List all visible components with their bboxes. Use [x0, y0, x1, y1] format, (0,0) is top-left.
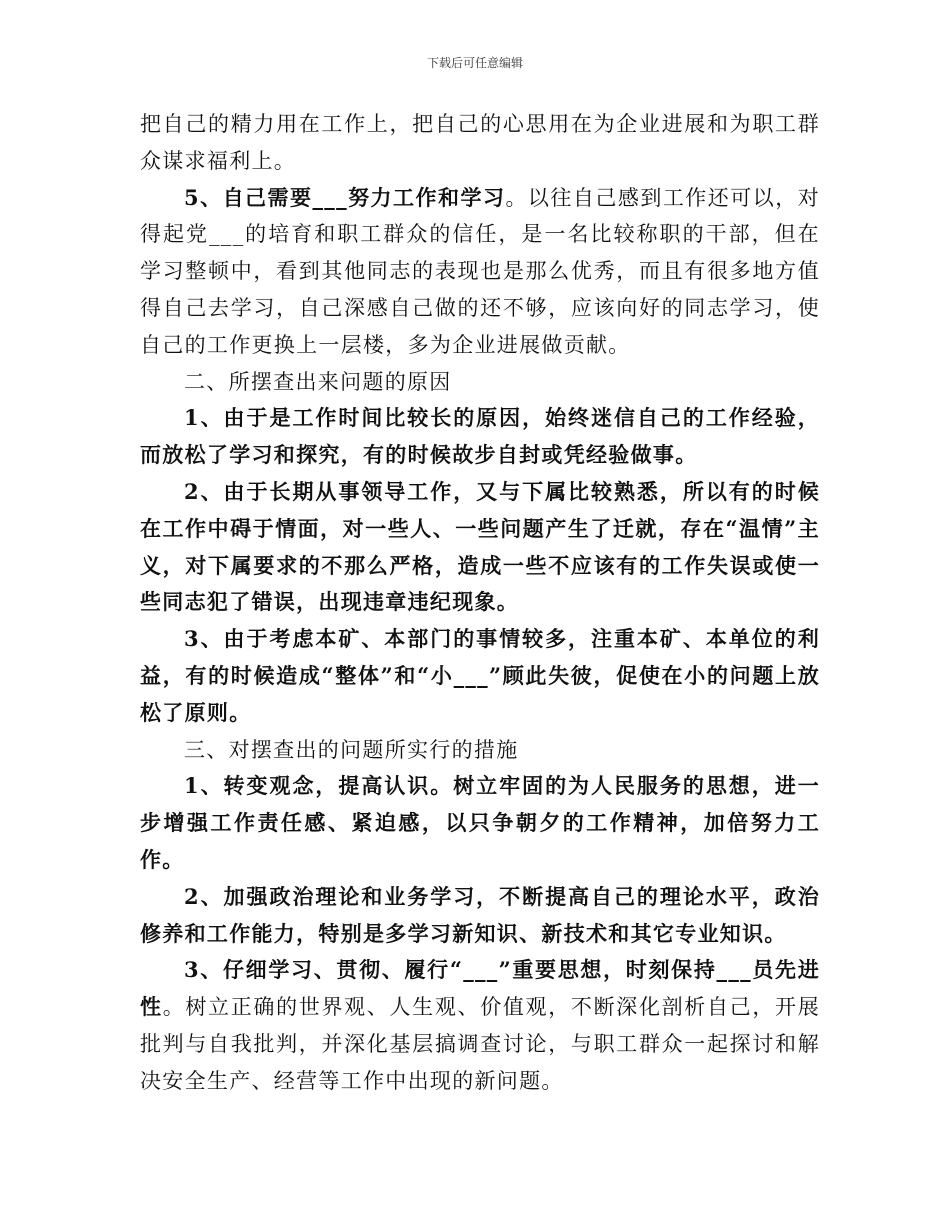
paragraph-continuation: 把自己的精力用在工作上，把自己的心思用在为企业进展和为职工群众谋求福利上。	[140, 112, 820, 173]
page-header: 下载后可任意编辑	[426, 56, 523, 70]
measure-3-body: 。树立正确的世界观、人生观、价值观，不断深化剖析自己，开展批判与自我批判，并深化基层搞调查讨论，与职工群众一起探讨和解决安全生产、经营等工作中出现的新问题。	[140, 995, 820, 1093]
paragraph-measure-1: 1、转变观念，提高认识。树立牢固的为人民服务的思想，进一步增强工作责任感、紧迫感，以只争朝夕的工作精神，加倍努力工作。	[140, 773, 820, 872]
section-heading-measures: 三、对摆查出的问题所实行的措施	[184, 737, 519, 762]
section-heading-causes: 二、所摆查出来问题的原因	[184, 369, 452, 394]
paragraph-point-5	[140, 180, 820, 364]
paragraph-measure-2: 2、加强政治理论和业务学习，不断提高自己的理论水平，政治修养和工作能力，特别是多学习新知识、新技术和其它专业知识。	[140, 883, 820, 946]
paragraph-measure-3	[140, 952, 820, 1099]
measure-3-lead: 3、仔细学习、贯彻、履行“___”重要思想，时刻保持___员先进性	[140, 957, 820, 1020]
point-5-body: 。以往自己感到工作还可以，对得起党___的培育和职工群众的信任，是一名比较称职的干部，但在学习整顿中，看到其他同志的表现也是那么优秀，而且有很多地方值得自己去学习，自己深感自己做的还不够，应该向好的同志学习，使自己的工作更换上一层楼，多为企业进展做贡献。	[140, 185, 820, 357]
document-body	[140, 106, 820, 1100]
point-5-lead: 5、自己需要___努力工作和学习	[184, 184, 506, 210]
paragraph-cause-1: 1、由于是工作时间比较长的原因，始终迷信自己的工作经验，而放松了学习和探究，有的时候故步自封或凭经验做事。	[140, 405, 820, 468]
paragraph-cause-2: 2、由于长期从事领导工作，又与下属比较熟悉，所以有的时候在工作中碍于情面，对一些人、一些问题产生了迁就，存在“温情”主义，对下属要求的不那么严格，造成一些不应该有的工作失误或使一些同志犯了错误，出现违章违纪现象。	[140, 478, 820, 615]
paragraph-cause-3: 3、由于考虑本矿、本部门的事情较多，注重本矿、本单位的利益，有的时候造成“整体”和“小___”顾此失彼，促使在小的问题上放松了原则。	[140, 626, 820, 725]
